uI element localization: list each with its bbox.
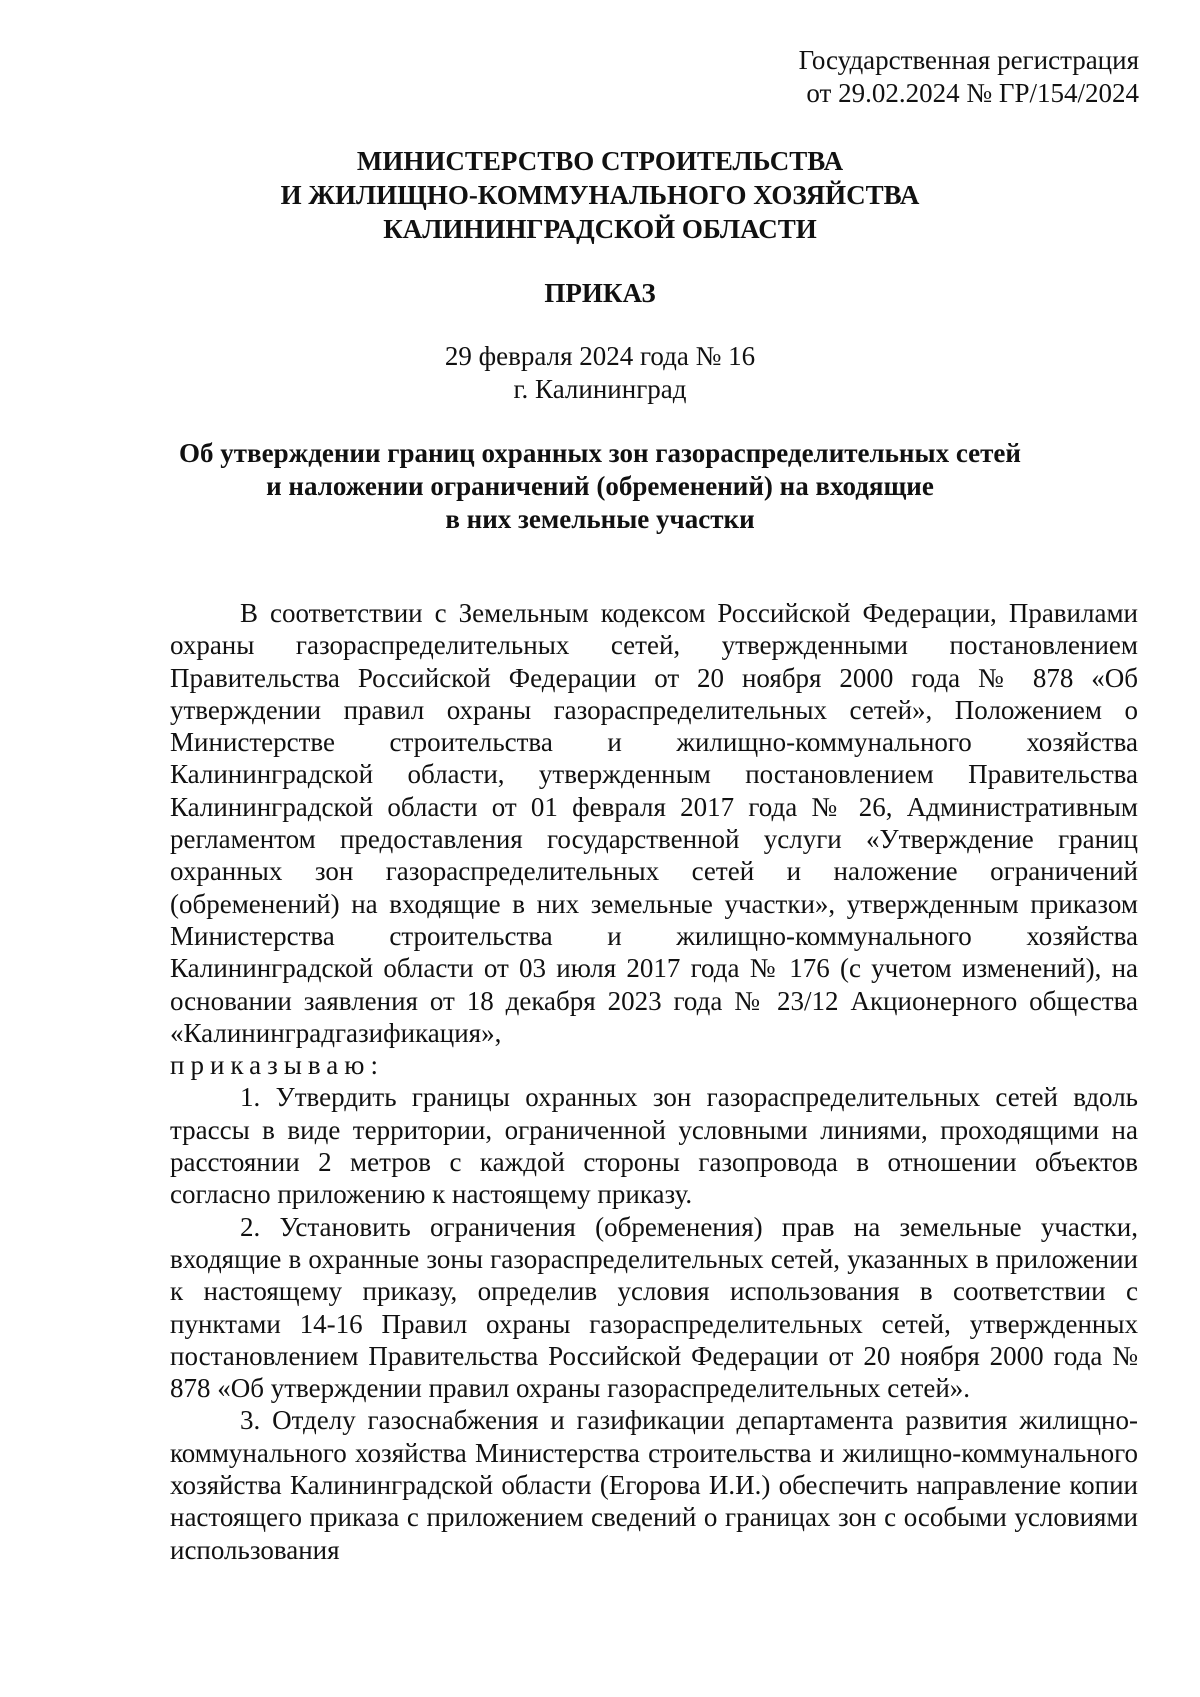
ministry-line-3: КАЛИНИНГРАДСКОЙ ОБЛАСТИ [383, 214, 817, 244]
ministry-line-1: МИНИСТЕРСТВО СТРОИТЕЛЬСТВА [356, 146, 844, 176]
document-date: 29 февраля 2024 года № 16 [444, 341, 756, 371]
title-line-2: и наложении ограничений (обременений) на входящие [266, 471, 934, 501]
date-place-block [150, 340, 1050, 406]
order-word [170, 1049, 1138, 1081]
document-title [150, 437, 1050, 536]
order-item-2: 2. Установить ограничения (обременения) прав на земельные участки, входящие в охранные зоны газораспределительных сетей, указанных в приложении к настоящему приказу, определив условия использования в соответствии с пунктами 14-16 Правил охраны газораспределительных сетей, утвержденных постановлением Правительства Российской Федерации от 20 ноября 2000 года № 878 «Об утверждении правил охраны газораспределительных сетей». [170, 1211, 1138, 1404]
registration-line-1: Государственная регистрация [798, 45, 1139, 75]
preamble-paragraph: В соответствии с Земельным кодексом Российской Федерации, Правилами охраны газораспределительных сетей, утвержденными постановлением Правительства Российской Федерации от 20 ноября 2000 года № 878 «Об утверждении правил охраны газораспределительных сетей», Положением о Министерстве строительства и жилищно-коммунального хозяйства Калининградской области, утвержденным постановлением Правительства Калининградской области от 01 февраля 2017 года № 26, Административным регламентом предоставления государственной услуги «Утверждение границ охранных зон газораспределительных сетей и наложение ограничений (обременений) на входящие в них земельные участки», утвержденным приказом Министерства строительства и жилищно-коммунального хозяйства Калининградской области от 03 июля 2017 года № 176 (с учетом изменений), на основании заявления от 18 декабря 2023 года № 23/12 Акционерного общества «Калининградгазификация», [170, 598, 1138, 1048]
order-item-1: 1. Утвердить границы охранных зон газораспределительных сетей вдоль трассы в виде территории, ограниченной условными линиями, проходящими на расстоянии 2 метров с каждой стороны газопровода в отношении объектов согласно приложению к настоящему приказу. [170, 1082, 1138, 1210]
title-line-3: в них земельные участки [445, 504, 755, 534]
title-line-1: Об утверждении границ охранных зон газораспределительных сетей [179, 438, 1021, 468]
document-type: ПРИКАЗ [544, 278, 656, 308]
document-place: г. Калининград [513, 374, 687, 404]
order-item-3: 3. Отделу газоснабжения и газификации департамента развития жилищно-коммунального хозяйства Министерства строительства и жилищно-коммунального хозяйства Калининградской области (Егорова И.И.) обеспечить направление копии настоящего приказа с приложением сведений о границах зон с особыми условиями использования [170, 1405, 1138, 1565]
order-word-text: приказываю: [170, 1050, 384, 1081]
ministry-header [150, 144, 1050, 246]
registration-stamp [619, 44, 1139, 110]
ministry-line-2: И ЖИЛИЩНО-КОММУНАЛЬНОГО ХОЗЯЙСТВА [280, 180, 920, 210]
document-body [170, 597, 1138, 1566]
registration-line-2: от 29.02.2024 № ГР/154/2024 [806, 78, 1139, 108]
